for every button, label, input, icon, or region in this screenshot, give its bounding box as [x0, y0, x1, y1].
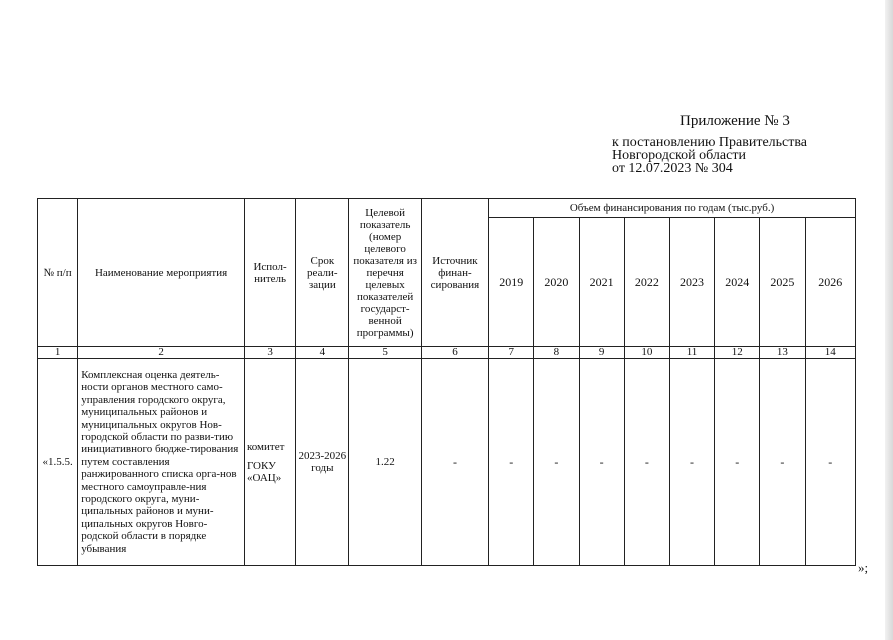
table-row — [38, 359, 856, 566]
header-executor: Испол-нитель — [244, 199, 295, 347]
header-term: Срок реали-зации — [296, 199, 349, 347]
column-number: 13 — [760, 347, 805, 359]
year-cell: 2026 — [805, 218, 855, 347]
column-numbers-row — [38, 347, 856, 359]
row-executor-line-1: комитет — [246, 440, 285, 453]
row-value: - — [715, 359, 760, 566]
header-funding: Объем финансирования по годам (тыс.руб.) — [489, 199, 856, 218]
row-value: - — [624, 359, 669, 566]
appendix-header — [612, 115, 862, 175]
year-cell: 2025 — [760, 218, 805, 347]
row-num: «1.5.5. — [38, 359, 78, 566]
header-num: № п/п — [38, 199, 78, 347]
column-number: 9 — [579, 347, 624, 359]
column-number: 11 — [669, 347, 714, 359]
row-value: - — [579, 359, 624, 566]
row-value: - — [669, 359, 714, 566]
table-header-row — [38, 199, 856, 218]
page-edge — [885, 0, 893, 640]
appendix-line-3: от 12.07.2023 № 304 — [612, 161, 733, 176]
year-cell: 2020 — [534, 218, 579, 347]
row-value: - — [489, 359, 534, 566]
closing-quote-mark: »; — [858, 560, 869, 575]
column-number: 10 — [624, 347, 669, 359]
year-cell: 2023 — [669, 218, 714, 347]
header-indicator: Целевой показатель (номер целевого показателя из перечня целевых показателей государст-венной программы) — [349, 199, 421, 347]
row-source: - — [421, 359, 488, 566]
year-cell: 2019 — [489, 218, 534, 347]
row-indicator: 1.22 — [349, 359, 421, 566]
year-cell: 2024 — [715, 218, 760, 347]
row-value: - — [760, 359, 805, 566]
row-value: - — [805, 359, 855, 566]
column-number: 1 — [38, 347, 78, 359]
column-number: 6 — [421, 347, 488, 359]
appendix-line-2: Новгородской области — [612, 148, 746, 163]
column-number: 12 — [715, 347, 760, 359]
appendix-title: Приложение № 3 — [680, 113, 790, 129]
row-executor — [244, 359, 295, 566]
row-term: 2023-2026 годы — [296, 359, 349, 566]
header-name: Наименование мероприятия — [78, 199, 245, 347]
appendix-line-1: к постановлению Правительства — [612, 135, 808, 150]
row-value: - — [534, 359, 579, 566]
column-number: 5 — [349, 347, 421, 359]
column-number: 4 — [296, 347, 349, 359]
row-name: Комплексная оценка деятель-ности органов местного само-управления городского округа, муниципальных районов и муниципальных округов Нов-городской области по разви-тию инициативного бюдже-тирования путем составления ранжированного списка орга-нов местного самоуправле-ния городского округа, муни-ципальных районов и муни-ципальных округов Новго-родской области в порядке убывания — [78, 359, 245, 566]
year-cell: 2022 — [624, 218, 669, 347]
column-number: 8 — [534, 347, 579, 359]
column-number: 7 — [489, 347, 534, 359]
column-number: 2 — [78, 347, 245, 359]
measures-table — [37, 198, 856, 566]
header-source: Источник финан-сирования — [421, 199, 488, 347]
year-cell: 2021 — [579, 218, 624, 347]
row-executor-line-2: ГОКУ «ОАЦ» — [246, 459, 282, 484]
column-number: 14 — [805, 347, 855, 359]
column-number: 3 — [244, 347, 295, 359]
